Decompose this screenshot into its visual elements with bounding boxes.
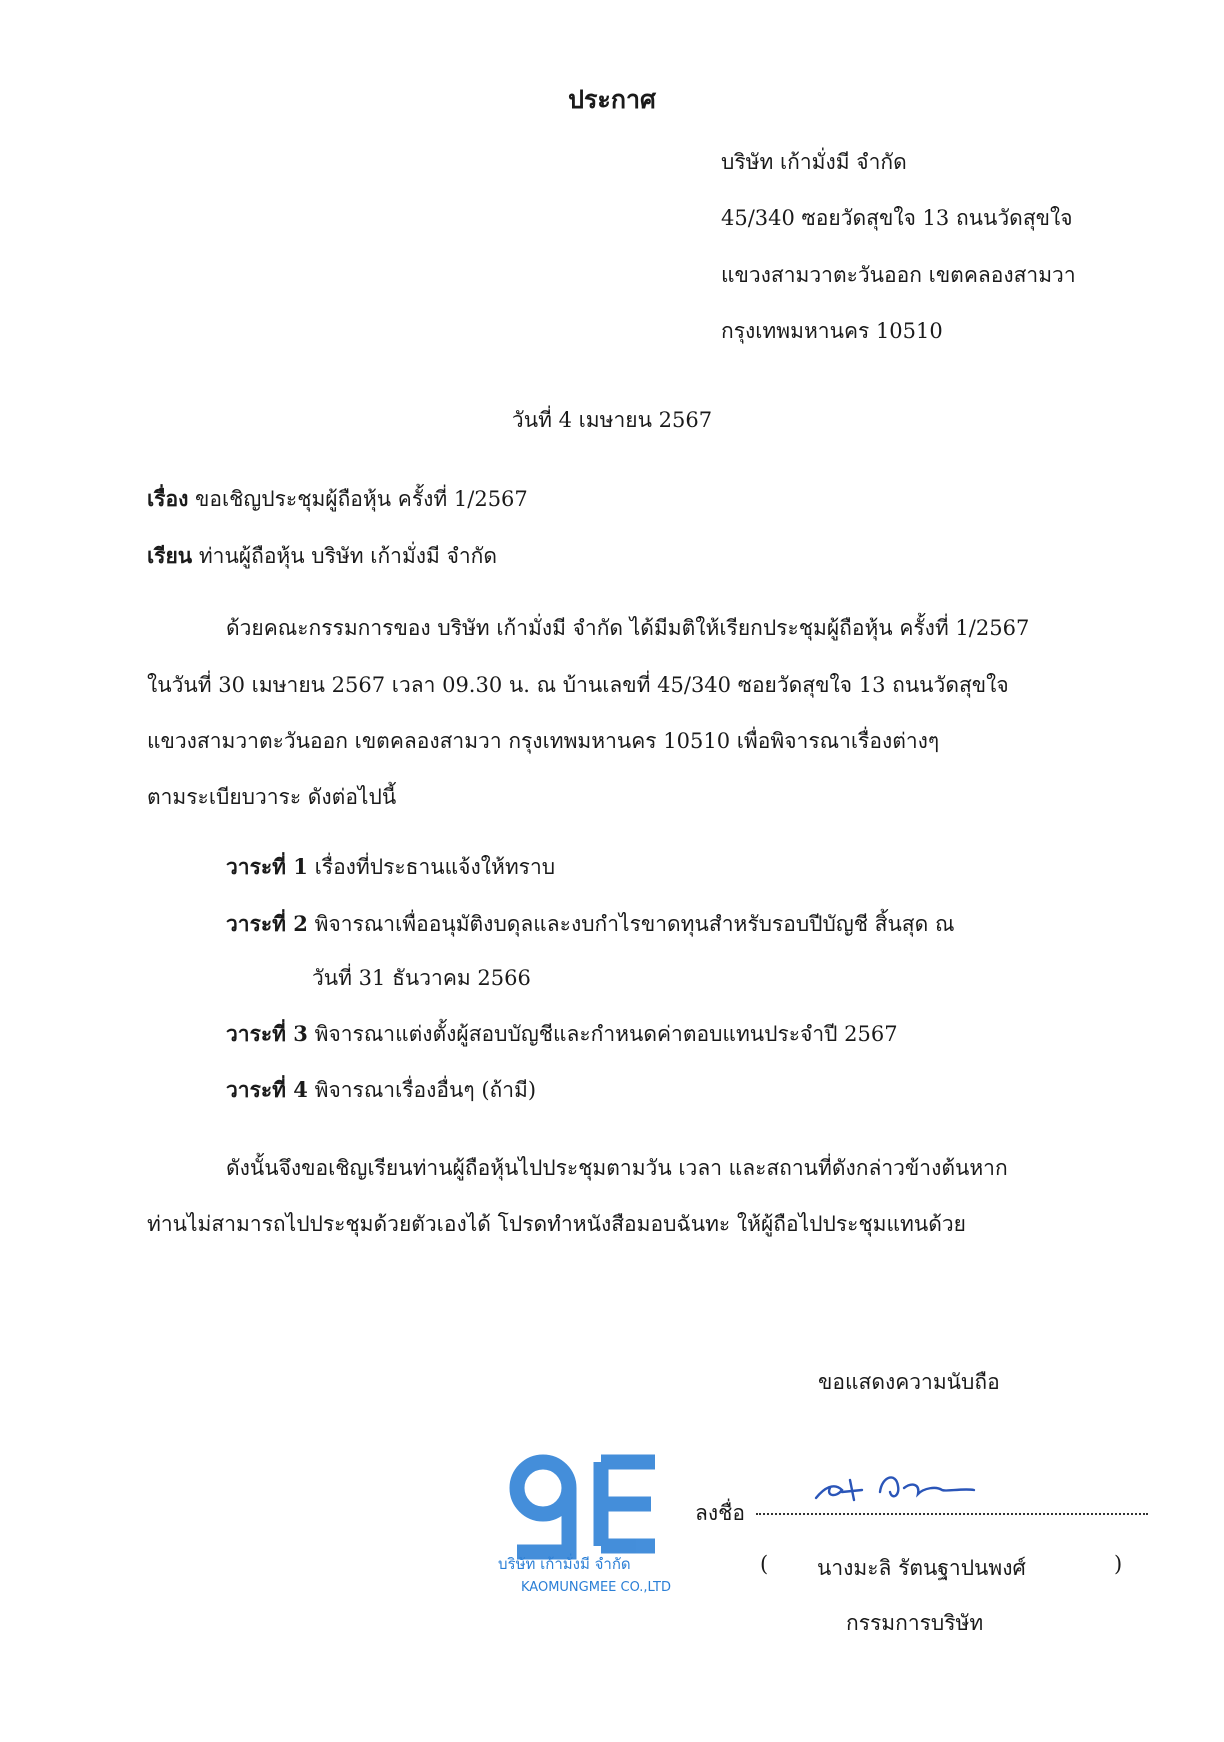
recipient-line — [147, 540, 497, 573]
closing-line: ท่านไม่สามารถไปประชุมด้วยตัวเองได้ โปรดทำหนังสือมอบฉันทะ ให้ผู้ถือไปประชุมแทนด้วย — [147, 1212, 966, 1236]
agenda-text: เรื่องที่ประธานแจ้งให้ทราบ — [314, 855, 556, 879]
document-title: ประกาศ — [568, 85, 656, 114]
subject-text: ขอเชิญประชุมผู้ถือหุ้น ครั้งที่ 1/2567 — [195, 487, 528, 511]
body-line: ตามระเบียบวาระ ดังต่อไปนี้ — [147, 785, 397, 809]
agenda-continuation: วันที่ 31 ธันวาคม 2566 — [312, 966, 531, 990]
agenda-text: พิจารณาเรื่องอื่นๆ (ถ้ามี) — [314, 1078, 537, 1102]
sender-address-line2: แขวงสามวาตะวันออก เขตคลองสามวา — [721, 263, 1076, 287]
agenda-text: พิจารณาแต่งตั้งผู้สอบบัญชีและกำหนดค่าตอบแทนประจำปี 2567 — [314, 1022, 898, 1046]
recipient-label: เรียน — [147, 543, 193, 568]
agenda-label: วาระที่ 2 — [226, 911, 308, 936]
handwritten-signature — [812, 1452, 982, 1512]
signer-close-paren: ) — [1114, 1552, 1123, 1576]
signature-dotted-line — [756, 1513, 1148, 1515]
sender-address-line3: กรุงเทพมหานคร 10510 — [721, 319, 943, 343]
company-stamp-logo — [495, 1440, 675, 1600]
agenda-text: พิจารณาเพื่ออนุมัติงบดุลและงบกำไรขาดทุนสำหรับรอบปีบัญชี สิ้นสุด ณ — [314, 912, 955, 936]
agenda-label: วาระที่ 3 — [226, 1021, 308, 1046]
agenda-label: วาระที่ 1 — [226, 854, 308, 879]
signer-position: กรรมการบริษัท — [846, 1611, 984, 1635]
closing-line: ดังนั้นจึงขอเชิญเรียนท่านผู้ถือหุ้นไปประชุมตามวัน เวลา และสถานที่ดังกล่าวข้างต้นหาก — [226, 1156, 1008, 1180]
body-line: แขวงสามวาตะวันออก เขตคลองสามวา กรุงเทพมหานคร 10510 เพื่อพิจารณาเรื่องต่างๆ — [147, 729, 940, 753]
agenda-item — [226, 851, 555, 884]
agenda-label: วาระที่ 4 — [226, 1077, 308, 1102]
regards-text: ขอแสดงความนับถือ — [818, 1370, 1000, 1394]
signer-open-paren: ( — [760, 1552, 769, 1576]
subject-label: เรื่อง — [147, 486, 189, 511]
document-date: วันที่ 4 เมษายน 2567 — [511, 408, 713, 432]
body-line: ในวันที่ 30 เมษายน 2567 เวลา 09.30 น. ณ บ้านเลขที่ 45/340 ซอยวัดสุขใจ 13 ถนนวัดสุขใจ — [147, 673, 1009, 697]
subject-line — [147, 483, 528, 516]
agenda-item — [226, 1074, 536, 1107]
signer-name: นางมะลิ รัตนฐาปนพงศ์ — [817, 1556, 1026, 1580]
stamp-text-english: KAOMUNGMEE CO.,LTD — [521, 1580, 671, 1595]
agenda-item — [226, 908, 954, 941]
body-line: ด้วยคณะกรรมการของ บริษัท เก้ามั่งมี จำกัด ได้มีมติให้เรียกประชุมผู้ถือหุ้น ครั้งที่ 1/2567 — [226, 616, 1030, 640]
sender-address-line1: 45/340 ซอยวัดสุขใจ 13 ถนนวัดสุขใจ — [721, 206, 1073, 230]
sign-label: ลงชื่อ — [695, 1501, 745, 1525]
sender-company: บริษัท เก้ามั่งมี จำกัด — [721, 150, 907, 174]
recipient-text: ท่านผู้ถือหุ้น บริษัท เก้ามั่งมี จำกัด — [198, 544, 498, 568]
stamp-text-thai: บริษัท เก้ามั่งมี จำกัด — [498, 1555, 631, 1573]
agenda-item — [226, 1018, 898, 1051]
